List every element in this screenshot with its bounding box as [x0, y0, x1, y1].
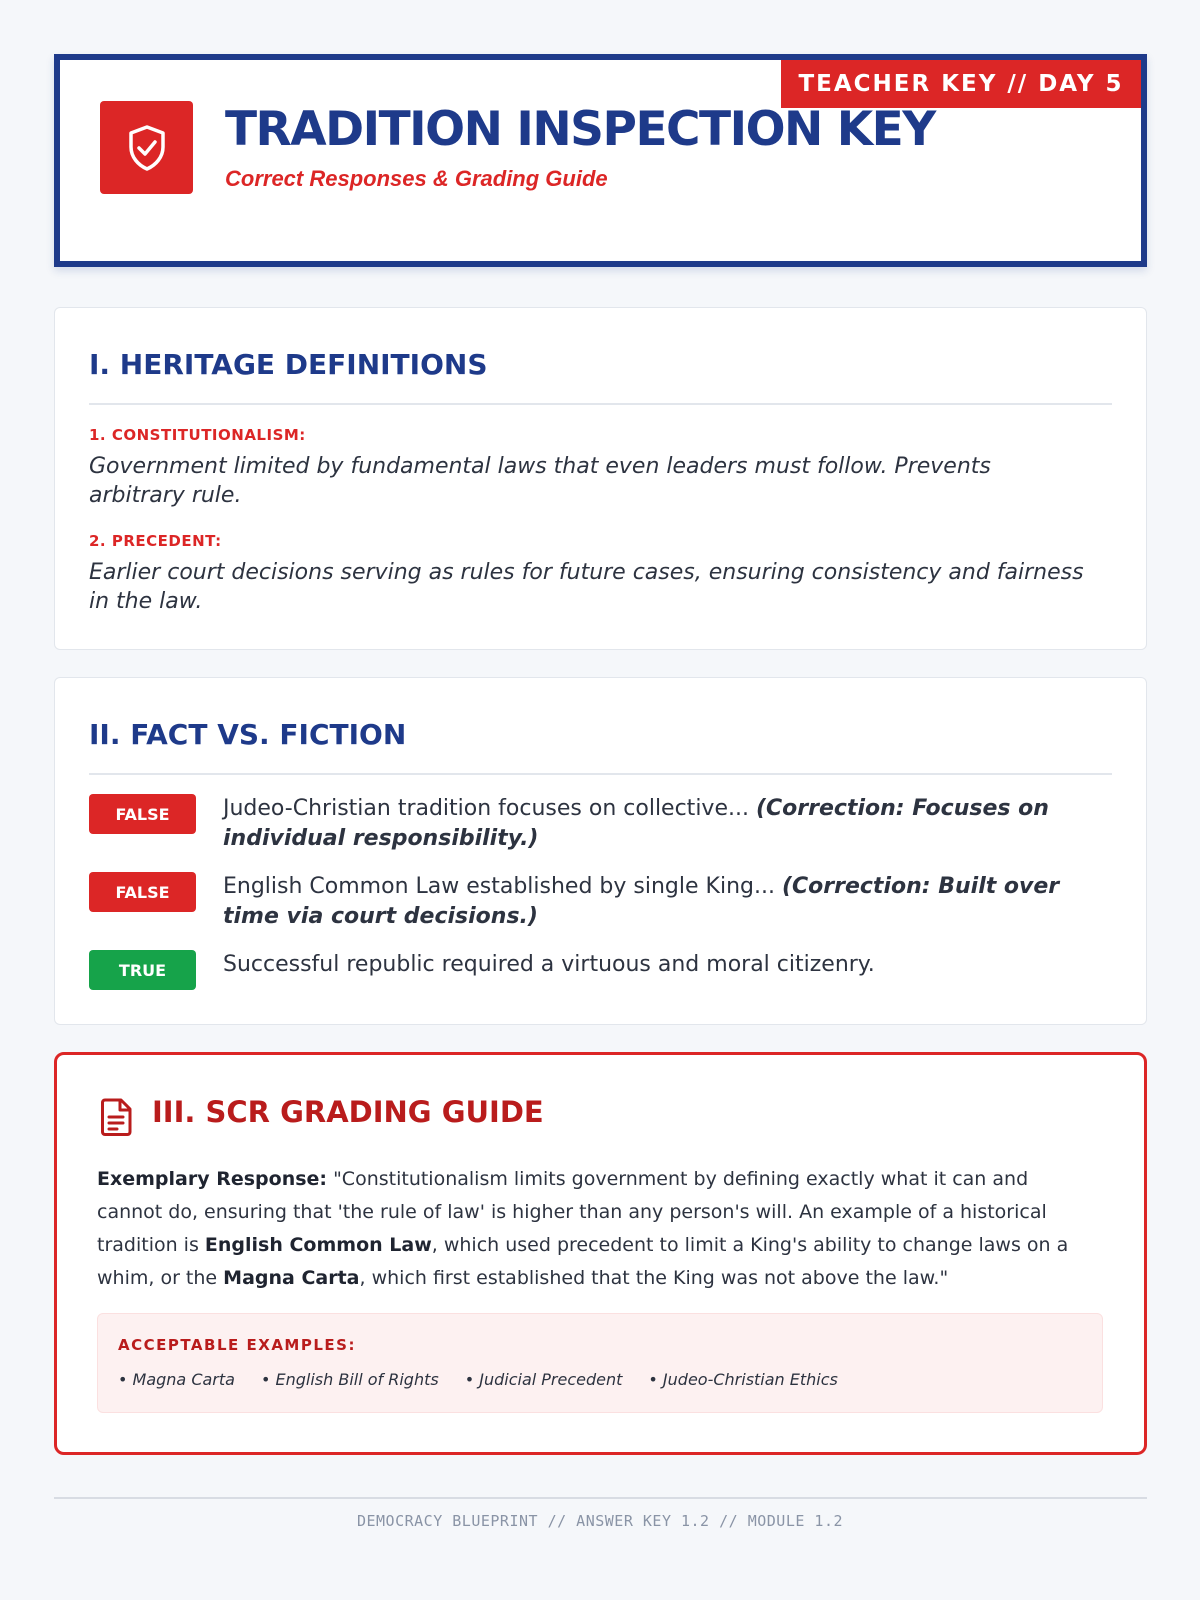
section-divider	[89, 773, 1112, 775]
statement-text: Successful republic required a virtuous and moral citizenry.	[223, 952, 875, 977]
definitions-card	[54, 307, 1147, 650]
footer-text: DEMOCRACY BLUEPRINT // ANSWER KEY 1.2 // MODULE 1.2	[356, 1512, 844, 1530]
fact-statement	[223, 950, 1103, 980]
fact-item	[89, 794, 1109, 856]
page-subtitle: Correct Responses & Grading Guide	[225, 166, 608, 191]
section-divider	[89, 403, 1112, 405]
definition-text: Government limited by fundamental laws that even leaders must follow. Prevents arbitrary rule.	[89, 454, 991, 508]
highlight-term: Magna Carta	[223, 1267, 360, 1289]
fact-statement	[223, 794, 1103, 854]
definitions-title: I. HERITAGE DEFINITIONS	[89, 348, 488, 381]
document-icon	[99, 1097, 135, 1137]
fact-fiction-title: II. FACT VS. FICTION	[89, 718, 407, 751]
statement-text: English Common Law established by single King...	[223, 874, 782, 899]
correction-text: (Correction: Focuses on individual responsibility.)	[223, 796, 1049, 851]
example-item: • Judeo-Christian Ethics	[648, 1370, 838, 1389]
fact-fiction-card	[54, 677, 1147, 1025]
false-badge: FALSE	[89, 794, 196, 834]
shield-check-icon	[100, 101, 193, 194]
fact-statement	[223, 872, 1103, 932]
exemplary-label: Exemplary Response:	[97, 1168, 328, 1190]
example-item: • English Bill of Rights	[260, 1370, 439, 1389]
highlight-term: English Common Law	[204, 1234, 432, 1256]
fact-item	[89, 872, 1109, 934]
examples-label: ACCEPTABLE EXAMPLES:	[118, 1336, 356, 1354]
example-item: • Magna Carta	[118, 1370, 235, 1389]
definition-label: 2. PRECEDENT:	[89, 532, 222, 550]
response-text: , which first established that the King was not above the law."	[359, 1267, 949, 1289]
false-badge: FALSE	[89, 872, 196, 912]
scr-title: III. SCR GRADING GUIDE	[152, 1095, 544, 1129]
statement-text: Judeo-Christian tradition focuses on collective...	[223, 796, 756, 821]
header-card	[54, 54, 1147, 267]
definition-text: Earlier court decisions serving as rules for future cases, ensuring consistency and fairness in the law.	[89, 560, 1084, 614]
acceptable-examples-box	[97, 1313, 1103, 1413]
true-badge: TRUE	[89, 950, 196, 990]
page-title: TRADITION INSPECTION KEY	[225, 102, 935, 157]
teacher-key-tag: TEACHER KEY // DAY 5	[781, 60, 1141, 108]
footer-divider	[54, 1497, 1147, 1499]
scr-grading-card	[54, 1052, 1147, 1455]
correction-text: (Correction: Built over time via court decisions.)	[223, 874, 1060, 929]
response-text: "Constitutionalism limits government by defining exactly what it can and cannot do, ensuring that 'the rule of law' is higher than any person's will. An example of a historical tradition is	[97, 1168, 1047, 1256]
example-item: • Judicial Precedent	[464, 1370, 623, 1389]
exemplary-response	[97, 1163, 1097, 1295]
fact-item	[89, 950, 1109, 990]
response-text: , which used precedent to limit a King's ability to change laws on a whim, or the	[97, 1234, 1069, 1289]
definition-label: 1. CONSTITUTIONALISM:	[89, 426, 306, 444]
examples-list	[118, 1370, 838, 1389]
